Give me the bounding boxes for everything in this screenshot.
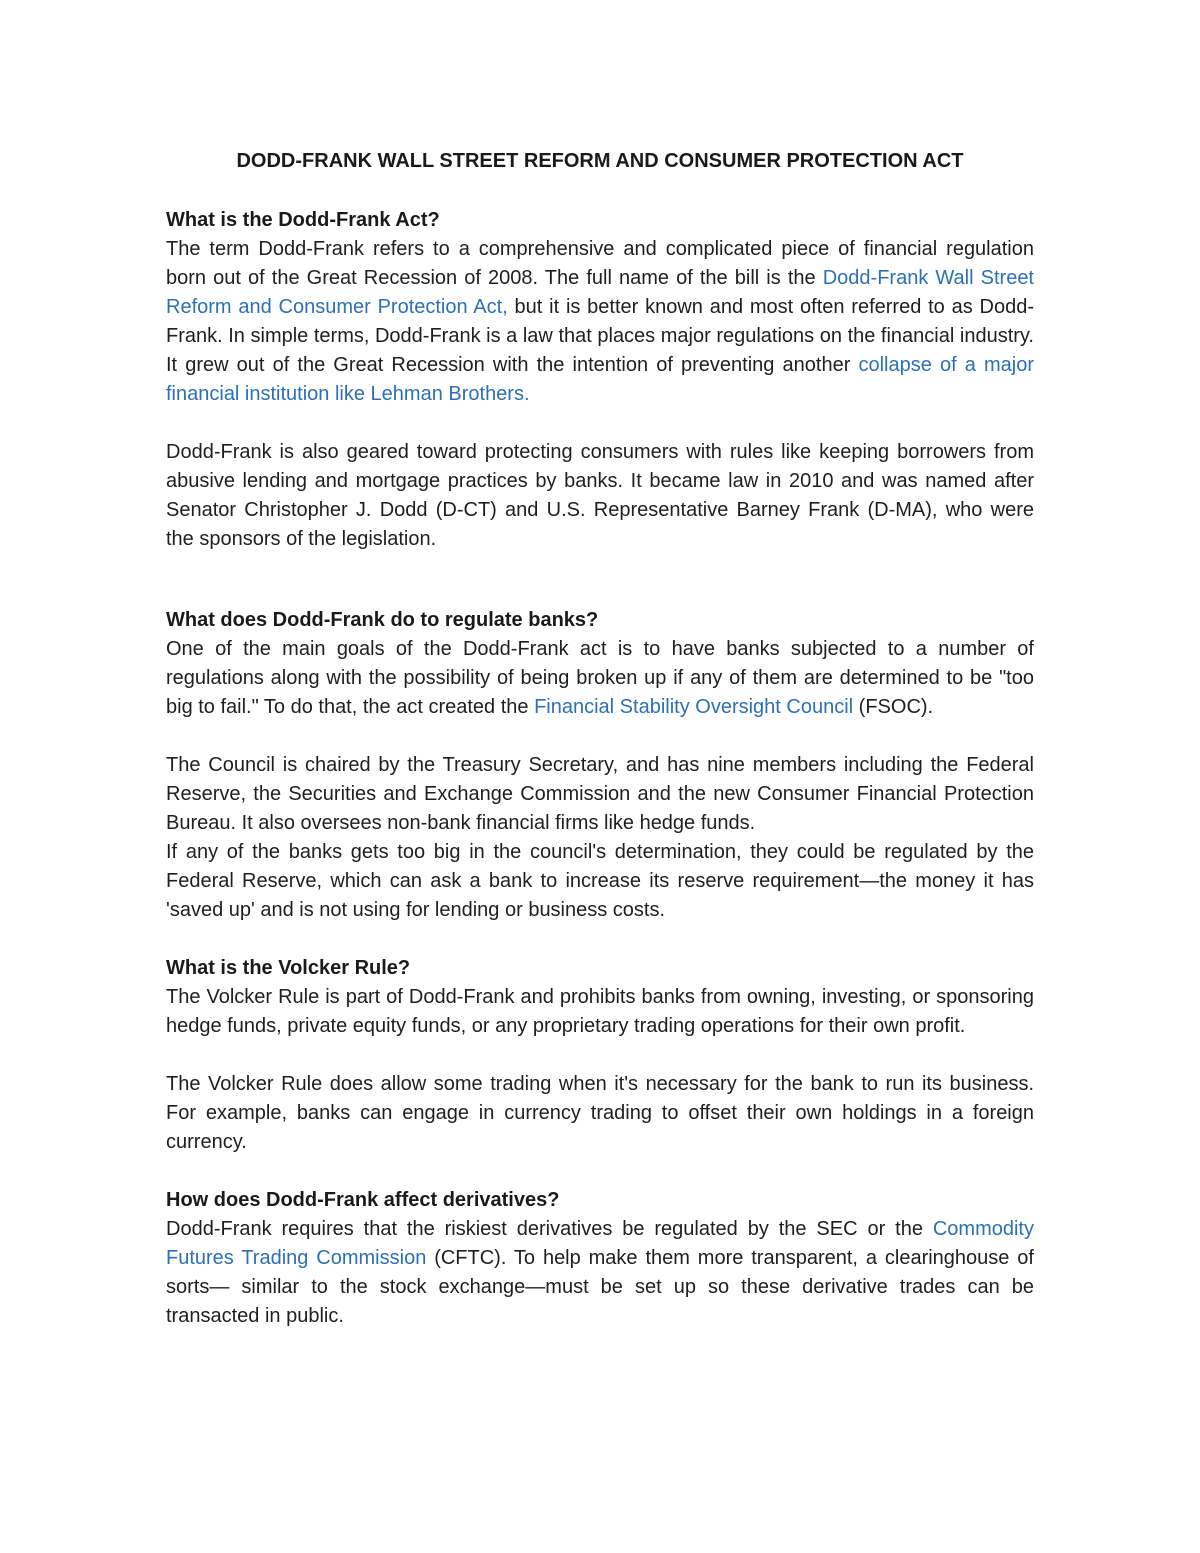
- paragraph: [166, 1215, 1034, 1331]
- paragraph-text: (CFTC). To help make them more transparent, a clearinghouse of sorts— similar to the stock exchange—must be set up so these derivative trades can be transacted in public.: [166, 1247, 1034, 1327]
- paragraph: The Volcker Rule does allow some trading when it's necessary for the bank to run its business. For example, banks can engage in currency trading to offset their own holdings in a foreign currency.: [166, 1073, 1034, 1153]
- paragraph: The Volcker Rule is part of Dodd-Frank and prohibits banks from owning, investing, or sponsoring hedge funds, private equity funds, or any proprietary trading operations for their own profit.: [166, 986, 1034, 1037]
- link-dodd-frank-full-name[interactable]: Dodd-Frank Wall Street Reform and Consumer Protection Act,: [166, 267, 1034, 318]
- section-heading-derivatives: How does Dodd-Frank affect derivatives?: [166, 1189, 560, 1211]
- link-lehman-brothers-collapse[interactable]: collapse of a major financial institution like Lehman Brothers.: [166, 354, 1034, 405]
- paragraph-text: The term Dodd-Frank refers to a comprehensive and complicated piece of financial regulation born out of the Great Recession of 2008. The full name of the bill is the: [166, 238, 1034, 289]
- section-gap: [166, 1157, 1034, 1186]
- section-gap: [166, 554, 1034, 606]
- section-heading-dodd-frank-act: What is the Dodd-Frank Act?: [166, 209, 440, 231]
- paragraph: If any of the banks gets too big in the council's determination, they could be regulated by the Federal Reserve, which can ask a bank to increase its reserve requirement—the money it has 'saved up' and is not using for lending or business costs.: [166, 841, 1034, 921]
- document-page: [166, 147, 1034, 1331]
- paragraph-gap: [166, 409, 1034, 438]
- section-gap: [166, 925, 1034, 954]
- paragraph-gap: [166, 722, 1034, 751]
- link-cftc[interactable]: Commodity Futures Trading Commission: [166, 1218, 1034, 1269]
- document-title: DODD-FRANK WALL STREET REFORM AND CONSUMER PROTECTION ACT: [236, 150, 964, 172]
- section-heading-volcker-rule: What is the Volcker Rule?: [166, 957, 411, 979]
- paragraph-text: Dodd-Frank requires that the riskiest derivatives be regulated by the SEC or the: [166, 1218, 933, 1240]
- paragraph-gap: [166, 1041, 1034, 1070]
- paragraph: The Council is chaired by the Treasury Secretary, and has nine members including the Federal Reserve, the Securities and Exchange Commission and the new Consumer Financial Protection Bureau. It also oversees non-bank financial firms like hedge funds.: [166, 754, 1034, 834]
- paragraph: [166, 235, 1034, 409]
- paragraph-text: (FSOC).: [853, 696, 934, 718]
- paragraph: Dodd-Frank is also geared toward protecting consumers with rules like keeping borrowers from abusive lending and mortgage practices by banks. It became law in 2010 and was named after Senator Christopher J. Dodd (D-CT) and U.S. Representative Barney Frank (D-MA), who were the sponsors of the legislation.: [166, 441, 1034, 550]
- paragraph-text: but it is better known and most often referred to as Dodd-Frank. In simple terms, Dodd-Frank is a law that places major regulations on the financial industry. It grew out of the Great Recession with the intention of preventing another: [166, 296, 1034, 376]
- paragraph: [166, 635, 1034, 722]
- paragraph-text: One of the main goals of the Dodd-Frank act is to have banks subjected to a number of regulations along with the possibility of being broken up if any of them are determined to be "too big to fail." To do that, the act created the: [166, 638, 1034, 718]
- section-heading-regulate-banks: What does Dodd-Frank do to regulate banks?: [166, 609, 599, 631]
- link-fsoc[interactable]: Financial Stability Oversight Council: [534, 696, 854, 718]
